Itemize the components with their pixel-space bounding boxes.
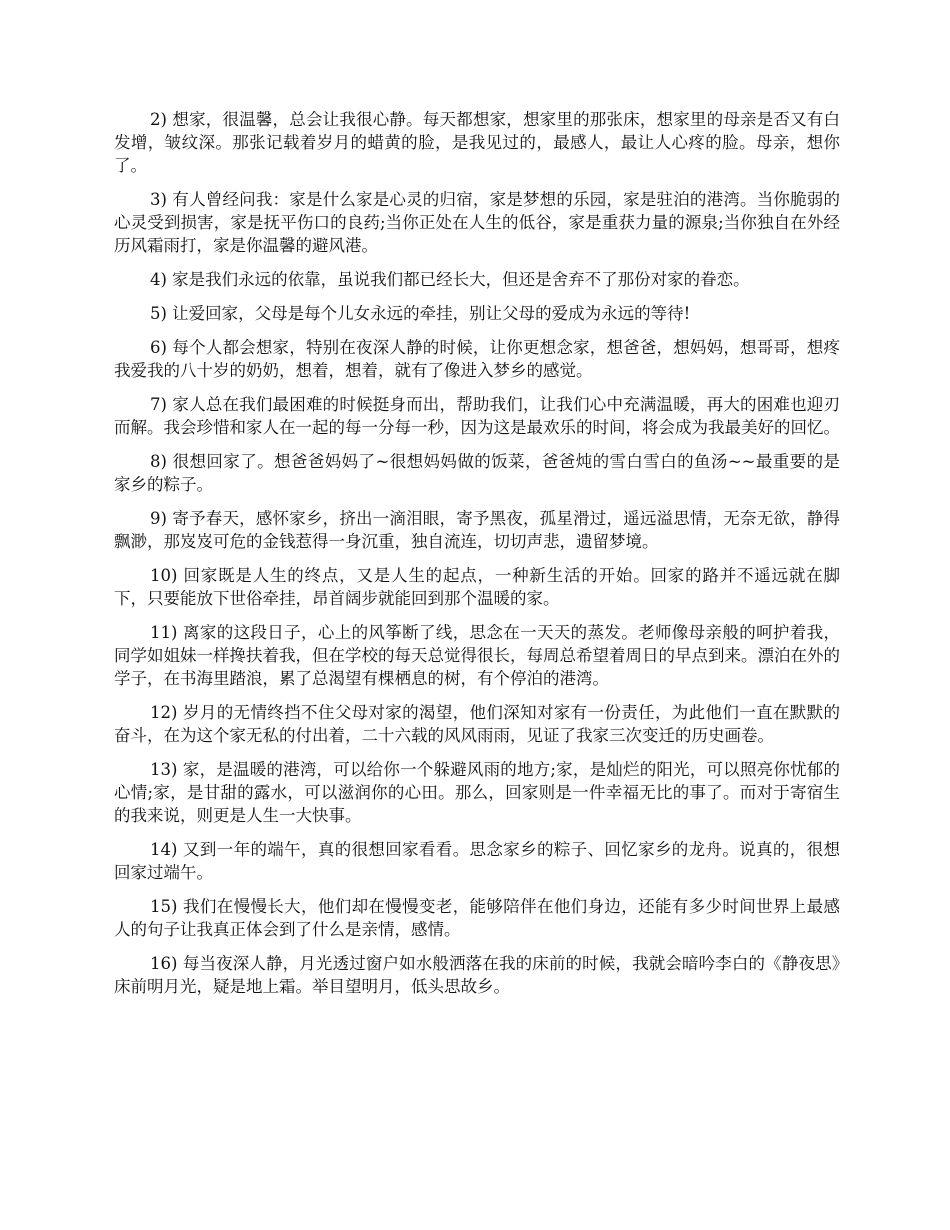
paragraph-4: 4) 家是我们永远的依靠，虽说我们都已经长大，但还是舍弃不了那份对家的眷恋。	[150, 270, 750, 289]
paragraph-10: 10) 回家既是人生的终点，又是人生的起点，一种新生活的开始。回家的路并不遥远就在脚下，只要能放下世俗牵挂，昂首阔步就能回到那个温暖的家。	[114, 566, 840, 608]
paragraph-2: 2) 想家，很温馨，总会让我很心静。每天都想家，想家里的那张床，想家里的母亲是否又有白发增，皱纹深。那张记载着岁月的蜡黄的脸，是我见过的，最感人，最让人心疼的脸。母亲，想你了。	[114, 110, 840, 175]
paragraph-8: 8) 很想回家了。想爸爸妈妈了~很想妈妈做的饭菜，爸爸炖的雪白雪白的鱼汤~~最重要的是家乡的粽子。	[114, 452, 840, 494]
paragraph-6: 6) 每个人都会想家，特别在夜深人静的时候，让你更想念家，想爸爸，想妈妈，想哥哥，想疼我爱我的八十岁的奶奶，想着，想着，就有了像进入梦乡的感觉。	[114, 338, 840, 380]
paragraph-9: 9) 寄予春天，感怀家乡，挤出一滴泪眼，寄予黑夜，孤星滑过，遥远溢思情，无奈无欲，静得飘渺，那岌岌可危的金钱惹得一身沉重，独自流连，切切声悲，遗留梦境。	[114, 509, 840, 551]
paragraph-11: 11) 离家的这段日子，心上的风筝断了线，思念在一天天的蒸发。老师像母亲般的呵护着我，同学如姐妹一样搀扶着我，但在学校的每天总觉得很长，每周总希望着周日的早点到来。漂泊在外的学子，在书海里踏浪，累了总渴望有棵栖息的树，有个停泊的港湾。	[114, 623, 840, 688]
paragraph-13: 13) 家，是温暖的港湾，可以给你一个躲避风雨的地方;家，是灿烂的阳光，可以照亮你忧郁的心情;家，是甘甜的露水，可以滋润你的心田。那么，回家则是一件幸福无比的事了。而对于寄宿生的我来说，则更是人生一大快事。	[114, 760, 840, 825]
paragraph-16: 16) 每当夜深人静，月光透过窗户如水般洒落在我的床前的时候，我就会暗吟李白的《静夜思》床前明月光，疑是地上霜。举目望明月，低头思故乡。	[114, 954, 840, 996]
paragraph-5: 5) 让爱回家，父母是每个儿女永远的牵挂，别让父母的爱成为永远的等待!	[150, 304, 691, 323]
paragraph-15: 15) 我们在慢慢长大，他们却在慢慢变老，能够陪伴在他们身边，还能有多少时间世界上最感人的句子让我真正体会到了什么是亲情，感情。	[114, 897, 840, 939]
paragraph-14: 14) 又到一年的端午，真的很想回家看看。思念家乡的粽子、回忆家乡的龙舟。说真的，很想回家过端午。	[114, 840, 840, 882]
paragraph-12: 12) 岁月的无情终挡不住父母对家的渴望，他们深知对家有一份责任，为此他们一直在默默的奋斗，在为这个家无私的付出着，二十六载的风风雨雨，见证了我家三次变迁的历史画卷。	[114, 703, 840, 745]
document-body	[114, 108, 840, 1009]
paragraph-7: 7) 家人总在我们最困难的时候挺身而出，帮助我们，让我们心中充满温暖，再大的困难也迎刃而解。我会珍惜和家人在一起的每一分每一秒，因为这是最欢乐的时间，将会成为我最美好的回忆。	[114, 395, 840, 437]
paragraph-3: 3) 有人曾经问我：家是什么家是心灵的归宿，家是梦想的乐园，家是驻泊的港湾。当你脆弱的心灵受到损害，家是抚平伤口的良药;当你正处在人生的低谷，家是重获力量的源泉;当你独自在外经历风霜雨打，家是你温馨的避风港。	[114, 190, 840, 255]
